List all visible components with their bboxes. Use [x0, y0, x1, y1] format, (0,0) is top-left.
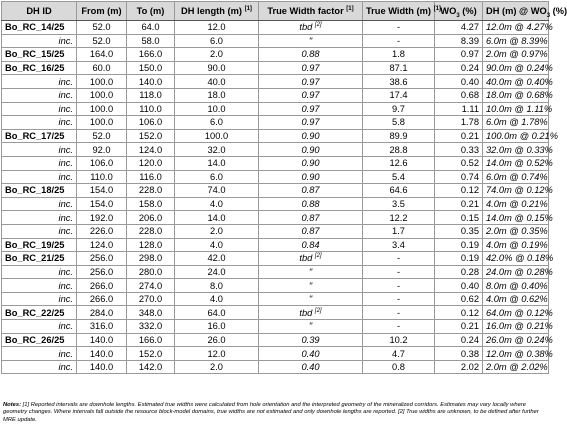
true-width-cell: 5.8 — [363, 116, 435, 130]
header-dh-length: DH length (m) [1] — [175, 2, 259, 21]
wo3-cell: 8.39 — [435, 34, 483, 48]
true-width-factor-cell — [259, 48, 363, 62]
true-width-cell: 0.8 — [363, 360, 435, 374]
dh-at-wo3-cell: 18.0m @ 0.68% — [483, 88, 549, 102]
true-width-factor-value: 0.90 — [301, 131, 320, 142]
wo3-cell: 4.27 — [435, 21, 483, 35]
to-cell: 332.0 — [127, 320, 175, 334]
from-cell: 164.0 — [77, 48, 127, 62]
dh-id-cell: Bo_RC_16/25 — [2, 61, 77, 75]
dh-length-cell: 4.0 — [175, 238, 259, 252]
from-cell: 52.0 — [77, 34, 127, 48]
wo3-cell: 0.19 — [435, 252, 483, 266]
dh-length-cell: 4.0 — [175, 292, 259, 306]
included-interval-label: inc. — [2, 102, 77, 116]
table-row — [2, 238, 549, 252]
dh-length-cell: 4.0 — [175, 197, 259, 211]
dh-at-wo3-cell: 6.0m @ 1.78% — [483, 116, 549, 130]
dh-length-cell: 6.0 — [175, 116, 259, 130]
true-width-cell: - — [363, 21, 435, 35]
table-row — [2, 184, 549, 198]
included-interval-label: inc. — [2, 360, 77, 374]
table-row — [2, 360, 549, 374]
true-width-factor-cell — [259, 116, 363, 130]
wo3-cell: 0.52 — [435, 156, 483, 170]
true-width-factor-value: tbd — [299, 307, 313, 318]
to-cell: 158.0 — [127, 197, 175, 211]
dh-length-cell: 100.0 — [175, 129, 259, 143]
true-width-cell: 4.7 — [363, 347, 435, 361]
included-interval-label: inc. — [2, 170, 77, 184]
to-cell: 150.0 — [127, 61, 175, 75]
wo3-cell: 0.74 — [435, 170, 483, 184]
included-interval-label: inc. — [2, 347, 77, 361]
table-row — [2, 320, 549, 334]
table-row — [2, 129, 549, 143]
from-cell: 100.0 — [77, 88, 127, 102]
dh-id-cell: Bo_RC_15/25 — [2, 48, 77, 62]
wo3-cell: 0.21 — [435, 197, 483, 211]
from-cell: 110.0 — [77, 170, 127, 184]
dh-at-wo3-cell: 12.0m @ 0.38% — [483, 347, 549, 361]
header-dh-id: DH ID — [2, 2, 77, 21]
table-row — [2, 116, 549, 130]
dh-at-wo3-cell: 2.0m @ 0.35% — [483, 224, 549, 238]
true-width-cell: - — [363, 279, 435, 293]
true-width-factor-value: 0.97 — [301, 117, 320, 128]
table-row — [2, 252, 549, 266]
dh-id-cell: Bo_RC_26/25 — [2, 333, 77, 347]
from-cell: 192.0 — [77, 211, 127, 225]
wo3-cell: 0.15 — [435, 211, 483, 225]
true-width-factor-value: 0.90 — [301, 158, 320, 169]
true-width-cell: 5.4 — [363, 170, 435, 184]
true-width-cell: - — [363, 320, 435, 334]
from-cell: 284.0 — [77, 306, 127, 320]
included-interval-label: inc. — [2, 224, 77, 238]
from-cell: 100.0 — [77, 116, 127, 130]
table-row — [2, 197, 549, 211]
from-cell: 100.0 — [77, 102, 127, 116]
from-cell: 60.0 — [77, 61, 127, 75]
to-cell: 348.0 — [127, 306, 175, 320]
from-cell: 226.0 — [77, 224, 127, 238]
dh-id-cell: Bo_RC_22/25 — [2, 306, 77, 320]
true-width-factor-value: tbd — [299, 253, 313, 264]
true-width-factor-value: 0.97 — [301, 63, 320, 74]
wo3-cell: 0.38 — [435, 347, 483, 361]
table-row — [2, 211, 549, 225]
table-body — [2, 21, 558, 374]
table-row — [2, 224, 549, 238]
table-row — [2, 347, 549, 361]
from-cell: 256.0 — [77, 265, 127, 279]
from-cell: 266.0 — [77, 279, 127, 293]
true-width-cell: 38.6 — [363, 75, 435, 89]
true-width-factor-cell — [259, 75, 363, 89]
dh-at-wo3-cell: 100.0m @ 0.21% — [483, 129, 549, 143]
true-width-factor-cell — [259, 347, 363, 361]
to-cell: 116.0 — [127, 170, 175, 184]
dh-at-wo3-cell: 26.0m @ 0.24% — [483, 333, 549, 347]
included-interval-label: inc. — [2, 156, 77, 170]
true-width-cell: 10.2 — [363, 333, 435, 347]
table-row — [2, 170, 549, 184]
from-cell: 100.0 — [77, 75, 127, 89]
included-interval-label: inc. — [2, 88, 77, 102]
to-cell: 274.0 — [127, 279, 175, 293]
true-width-factor-cell — [259, 292, 363, 306]
to-cell: 58.0 — [127, 34, 175, 48]
to-cell: 228.0 — [127, 224, 175, 238]
dh-at-wo3-cell: 10.0m @ 1.11% — [483, 102, 549, 116]
dh-length-cell: 10.0 — [175, 102, 259, 116]
wo3-cell: 0.24 — [435, 61, 483, 75]
dh-at-wo3-cell: 4.0m @ 0.19% — [483, 238, 549, 252]
true-width-factor-cell — [259, 34, 363, 48]
wo3-cell: 0.24 — [435, 333, 483, 347]
table-row — [2, 333, 549, 347]
true-width-factor-cell — [259, 211, 363, 225]
true-width-cell: 3.4 — [363, 238, 435, 252]
from-cell: 316.0 — [77, 320, 127, 334]
included-interval-label: inc. — [2, 116, 77, 130]
to-cell: 152.0 — [127, 129, 175, 143]
dh-length-cell: 12.0 — [175, 21, 259, 35]
true-width-factor-value: 0.87 — [301, 212, 320, 223]
dh-length-cell: 14.0 — [175, 211, 259, 225]
included-interval-label: inc. — [2, 265, 77, 279]
to-cell: 298.0 — [127, 252, 175, 266]
true-width-factor-cell — [259, 360, 363, 374]
dh-id-cell: Bo_RC_19/25 — [2, 238, 77, 252]
true-width-factor-value: 0.88 — [301, 199, 320, 210]
included-interval-label: inc. — [2, 34, 77, 48]
wo3-cell: 0.97 — [435, 48, 483, 62]
true-width-cell: 12.6 — [363, 156, 435, 170]
dh-length-cell: 6.0 — [175, 170, 259, 184]
true-width-cell: - — [363, 252, 435, 266]
true-width-factor-cell — [259, 238, 363, 252]
dh-id-cell: Bo_RC_18/25 — [2, 184, 77, 198]
dh-id-cell: Bo_RC_17/25 — [2, 129, 77, 143]
from-cell: 140.0 — [77, 360, 127, 374]
true-width-cell: 9.7 — [363, 102, 435, 116]
from-cell: 106.0 — [77, 156, 127, 170]
true-width-factor-value: " — [308, 35, 313, 46]
from-cell: 52.0 — [77, 129, 127, 143]
to-cell: 166.0 — [127, 333, 175, 347]
dh-id-cell: Bo_RC_21/25 — [2, 252, 77, 266]
wo3-cell: 0.33 — [435, 143, 483, 157]
to-cell: 142.0 — [127, 360, 175, 374]
wo3-cell: 0.12 — [435, 306, 483, 320]
true-width-factor-cell — [259, 88, 363, 102]
drill-results-table — [1, 1, 567, 374]
true-width-factor-cell — [259, 156, 363, 170]
true-width-factor-value: 0.84 — [301, 239, 320, 250]
true-width-factor-cell — [259, 184, 363, 198]
dh-length-cell: 2.0 — [175, 224, 259, 238]
dh-at-wo3-cell: 6.0m @ 0.74% — [483, 170, 549, 184]
to-cell: 120.0 — [127, 156, 175, 170]
dh-length-cell: 40.0 — [175, 75, 259, 89]
to-cell: 140.0 — [127, 75, 175, 89]
wo3-cell: 0.40 — [435, 279, 483, 293]
included-interval-label: inc. — [2, 211, 77, 225]
wo3-cell: 1.11 — [435, 102, 483, 116]
dh-at-wo3-cell: 24.0m @ 0.28% — [483, 265, 549, 279]
true-width-cell: 89.9 — [363, 129, 435, 143]
dh-at-wo3-cell: 16.0m @ 0.21% — [483, 320, 549, 334]
dh-length-cell: 18.0 — [175, 88, 259, 102]
notes-text: [1] Reported intervals are downhole lengths. Estimated true widths were calculated from hole orientation and the interpreted geometry of the mineralized corridors. Estimates may vary locally where geometry changes. Where intervals fall outside the resource block-model domains, true widths are not estimated and only downhole lengths are reported. [2] True widths are unknown, to be defined after further MRE update. — [3, 402, 539, 423]
dh-length-cell: 42.0 — [175, 252, 259, 266]
table-row — [2, 75, 549, 89]
dh-at-wo3-cell: 12.0m @ 4.27% — [483, 21, 549, 35]
true-width-factor-cell — [259, 333, 363, 347]
table-row — [2, 143, 549, 157]
wo3-cell: 0.62 — [435, 292, 483, 306]
to-cell: 128.0 — [127, 238, 175, 252]
table-row — [2, 102, 549, 116]
to-cell: 64.0 — [127, 21, 175, 35]
header-to: To (m) — [127, 2, 175, 21]
table-row — [2, 156, 549, 170]
header-from: From (m) — [77, 2, 127, 21]
to-cell: 106.0 — [127, 116, 175, 130]
dh-at-wo3-cell: 74.0m @ 0.12% — [483, 184, 549, 198]
wo3-cell: 0.28 — [435, 265, 483, 279]
from-cell: 92.0 — [77, 143, 127, 157]
included-interval-label: inc. — [2, 143, 77, 157]
to-cell: 152.0 — [127, 347, 175, 361]
wo3-cell: 0.40 — [435, 75, 483, 89]
from-cell: 154.0 — [77, 197, 127, 211]
true-width-factor-cell — [259, 129, 363, 143]
dh-length-cell: 90.0 — [175, 61, 259, 75]
header-dh-at-wo3: DH (m) @ $WO_3$ (%) — [483, 2, 549, 21]
true-width-factor-cell — [259, 265, 363, 279]
true-width-cell: 12.2 — [363, 211, 435, 225]
true-width-cell: - — [363, 292, 435, 306]
true-width-cell: - — [363, 265, 435, 279]
wo3-cell: 0.12 — [435, 184, 483, 198]
footnote-ref: [2] — [314, 253, 322, 260]
true-width-factor-value: 0.40 — [301, 362, 320, 373]
table-row — [2, 48, 549, 62]
to-cell: 124.0 — [127, 143, 175, 157]
true-width-cell: 87.1 — [363, 61, 435, 75]
to-cell: 118.0 — [127, 88, 175, 102]
dh-length-cell: 26.0 — [175, 333, 259, 347]
true-width-cell: - — [363, 34, 435, 48]
true-width-factor-value: 0.40 — [301, 348, 320, 359]
footnote-ref: [2] — [314, 22, 322, 29]
dh-length-cell: 12.0 — [175, 347, 259, 361]
true-width-factor-cell — [259, 21, 363, 35]
to-cell: 166.0 — [127, 48, 175, 62]
table-row — [2, 88, 549, 102]
to-cell: 270.0 — [127, 292, 175, 306]
true-width-cell: 1.8 — [363, 48, 435, 62]
true-width-factor-value: 0.88 — [301, 49, 320, 60]
table-row — [2, 306, 549, 320]
true-width-factor-value: 0.87 — [301, 185, 320, 196]
true-width-factor-value: 0.90 — [301, 144, 320, 155]
dh-length-cell: 74.0 — [175, 184, 259, 198]
to-cell: 280.0 — [127, 265, 175, 279]
dh-at-wo3-cell: 90.0m @ 0.24% — [483, 61, 549, 75]
from-cell: 52.0 — [77, 21, 127, 35]
true-width-factor-value: 0.97 — [301, 76, 320, 87]
true-width-cell: 17.4 — [363, 88, 435, 102]
included-interval-label: inc. — [2, 292, 77, 306]
table-row — [2, 265, 549, 279]
included-interval-label: inc. — [2, 75, 77, 89]
true-width-cell: 64.6 — [363, 184, 435, 198]
true-width-factor-value: 0.97 — [301, 103, 320, 114]
dh-at-wo3-cell: 8.0m @ 0.40% — [483, 279, 549, 293]
wo3-cell: 0.19 — [435, 238, 483, 252]
dh-length-cell: 16.0 — [175, 320, 259, 334]
header-true-width: True Width (m) [1] — [363, 2, 435, 21]
true-width-factor-cell — [259, 224, 363, 238]
dh-at-wo3-cell: 64.0m @ 0.12% — [483, 306, 549, 320]
true-width-factor-value: 0.39 — [301, 334, 320, 345]
dh-length-cell: 24.0 — [175, 265, 259, 279]
dh-at-wo3-cell: 14.0m @ 0.15% — [483, 211, 549, 225]
wo3-cell: 1.78 — [435, 116, 483, 130]
dh-at-wo3-cell: 2.0m @ 2.02% — [483, 360, 549, 374]
wo3-cell: 0.35 — [435, 224, 483, 238]
wo3-cell: 2.02 — [435, 360, 483, 374]
table-notes — [3, 402, 547, 424]
footnote-ref: [2] — [314, 307, 322, 314]
true-width-factor-cell — [259, 252, 363, 266]
table-row — [2, 61, 549, 75]
dh-at-wo3-cell: 4.0m @ 0.21% — [483, 197, 549, 211]
dh-at-wo3-cell: 42.0% @ 0.18% — [483, 252, 549, 266]
wo3-cell: 0.21 — [435, 320, 483, 334]
true-width-factor-value: tbd — [299, 22, 313, 33]
from-cell: 256.0 — [77, 252, 127, 266]
table-row — [2, 292, 549, 306]
included-interval-label: inc. — [2, 320, 77, 334]
dh-id-cell: Bo_RC_14/25 — [2, 21, 77, 35]
true-width-factor-cell — [259, 61, 363, 75]
true-width-factor-cell — [259, 143, 363, 157]
true-width-factor-cell — [259, 102, 363, 116]
dh-length-cell: 64.0 — [175, 306, 259, 320]
to-cell: 228.0 — [127, 184, 175, 198]
dh-length-cell: 8.0 — [175, 279, 259, 293]
from-cell: 124.0 — [77, 238, 127, 252]
dh-length-cell: 2.0 — [175, 48, 259, 62]
header-row — [2, 2, 549, 21]
dh-length-cell: 6.0 — [175, 34, 259, 48]
dh-at-wo3-cell: 32.0m @ 0.33% — [483, 143, 549, 157]
table-row — [2, 34, 549, 48]
header-true-width-factor: True Width factor [1] — [259, 2, 363, 21]
from-cell: 154.0 — [77, 184, 127, 198]
dh-at-wo3-cell: 6.0m @ 8.39% — [483, 34, 549, 48]
dh-at-wo3-cell: 14.0m @ 0.52% — [483, 156, 549, 170]
true-width-factor-value: " — [308, 294, 313, 305]
table-row — [2, 21, 549, 35]
header-wo3: $WO_3$ (%) — [435, 2, 483, 21]
wo3-cell: 0.21 — [435, 129, 483, 143]
true-width-factor-value: 0.90 — [301, 171, 320, 182]
from-cell: 266.0 — [77, 292, 127, 306]
dh-at-wo3-cell: 4.0m @ 0.62% — [483, 292, 549, 306]
table-row — [2, 279, 549, 293]
dh-length-cell: 32.0 — [175, 143, 259, 157]
true-width-factor-value: 0.97 — [301, 90, 320, 101]
wo3-cell: 0.68 — [435, 88, 483, 102]
true-width-factor-cell — [259, 279, 363, 293]
to-cell: 206.0 — [127, 211, 175, 225]
dh-length-cell: 2.0 — [175, 360, 259, 374]
included-interval-label: inc. — [2, 279, 77, 293]
dh-length-cell: 14.0 — [175, 156, 259, 170]
from-cell: 140.0 — [77, 347, 127, 361]
dh-at-wo3-cell: 40.0m @ 0.40% — [483, 75, 549, 89]
true-width-factor-cell — [259, 306, 363, 320]
included-interval-label: inc. — [2, 197, 77, 211]
true-width-factor-cell — [259, 170, 363, 184]
true-width-factor-value: 0.87 — [301, 226, 320, 237]
true-width-cell: - — [363, 306, 435, 320]
true-width-factor-cell — [259, 320, 363, 334]
true-width-factor-value: " — [308, 266, 313, 277]
true-width-factor-cell — [259, 197, 363, 211]
to-cell: 110.0 — [127, 102, 175, 116]
true-width-cell: 28.8 — [363, 143, 435, 157]
true-width-factor-value: " — [308, 321, 313, 332]
true-width-cell: 1.7 — [363, 224, 435, 238]
notes-label: Notes: — [3, 402, 22, 408]
true-width-cell: 3.5 — [363, 197, 435, 211]
from-cell: 140.0 — [77, 333, 127, 347]
true-width-factor-value: " — [308, 280, 313, 291]
dh-at-wo3-cell: 2.0m @ 0.97% — [483, 48, 549, 62]
